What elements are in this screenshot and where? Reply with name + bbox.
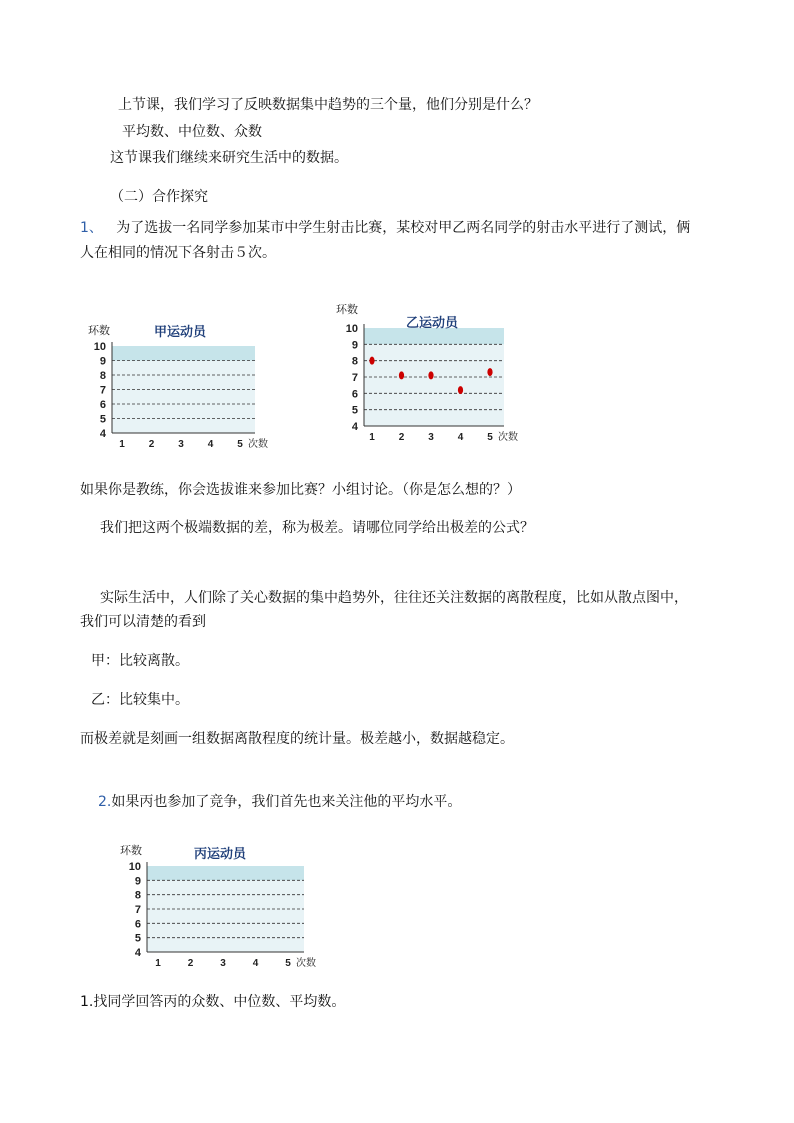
y-tick-label: 9 xyxy=(351,339,358,352)
y-tick-label: 7 xyxy=(351,372,358,384)
y-tick-label: 10 xyxy=(345,323,358,335)
y-tick-label: 4 xyxy=(351,421,358,433)
conclusion: 而极差就是刻画一组数据离散程度的统计量。极差越小，数据越稳定。 xyxy=(80,731,514,747)
question-1-text-a: 为了选拔一名同学参加某市中学生射击比赛，某校对甲乙两名同学的射击水平进行了测试，俩 xyxy=(116,220,691,236)
y-tick-label: 5 xyxy=(351,404,358,417)
data-point xyxy=(369,357,374,365)
y-axis-label: 环数 xyxy=(120,845,142,857)
y-tick-label: 5 xyxy=(99,413,106,426)
y-tick-label: 6 xyxy=(134,918,141,931)
question-2-text: 如果丙也参加了竞争，我们首先也来关注他的平均水平。 xyxy=(111,794,462,810)
coach-question: 如果你是教练，你会选拔谁来参加比赛？小组讨论。（你是怎么想的？） xyxy=(80,482,521,498)
chart-bing-svg xyxy=(112,838,332,970)
plot-band-top xyxy=(112,346,255,361)
y-tick-label: 9 xyxy=(134,875,141,888)
x-tick-label: 5 xyxy=(487,432,493,443)
x-tick-label: 5 xyxy=(285,958,291,969)
question-1-number: 1、 xyxy=(80,220,103,236)
yi-statement: 乙：比较集中。 xyxy=(91,692,189,708)
data-point xyxy=(399,371,404,379)
data-point xyxy=(487,368,492,376)
y-tick-label: 6 xyxy=(351,388,358,401)
x-axis-label: 次数 xyxy=(248,439,268,450)
x-tick-label: 3 xyxy=(428,432,434,443)
x-tick-label: 2 xyxy=(398,432,405,443)
x-tick-label: 2 xyxy=(148,439,155,450)
intro-question: 上节课，我们学习了反映数据集中趋势的三个量，他们分别是什么？ xyxy=(118,97,538,113)
chart-title: 乙运动员 xyxy=(405,315,459,330)
y-tick-label: 7 xyxy=(134,904,141,916)
chart-title: 甲运动员 xyxy=(153,324,207,339)
x-tick-label: 4 xyxy=(252,958,259,969)
x-tick-label: 2 xyxy=(187,958,194,969)
x-tick-label: 3 xyxy=(220,958,226,969)
question-1 xyxy=(80,218,690,238)
x-tick-label: 1 xyxy=(119,439,125,450)
x-tick-label: 3 xyxy=(178,439,184,450)
y-tick-label: 4 xyxy=(134,947,141,959)
question-1-text-b: 人在相同的情况下各射击５次。 xyxy=(80,245,276,261)
real-life-a: 实际生活中，人们除了关心数据的集中趋势外，往往还关注数据的离散程度，比如从散点图中， xyxy=(100,590,688,606)
question-2-number: 2. xyxy=(98,794,112,810)
section-heading: （二）合作探究 xyxy=(110,189,208,205)
real-life-b: 我们可以清楚的看到 xyxy=(80,614,206,630)
x-tick-label: 5 xyxy=(237,439,243,450)
y-tick-label: 4 xyxy=(99,428,106,440)
chart-title: 丙运动员 xyxy=(193,846,247,861)
plot-area xyxy=(112,361,255,434)
chart-jia-svg xyxy=(80,318,280,453)
data-point xyxy=(428,371,433,379)
chart-yi xyxy=(332,300,532,450)
question-3: 1.找同学回答丙的众数、中位数、平均数。 xyxy=(80,994,346,1010)
data-point xyxy=(458,386,463,394)
y-tick-label: 10 xyxy=(93,341,106,353)
plot-area xyxy=(147,880,304,952)
y-tick-label: 7 xyxy=(99,384,106,397)
chart-yi-svg xyxy=(332,300,532,450)
chart-bing xyxy=(112,838,332,970)
chart-jia xyxy=(80,318,280,453)
question-2 xyxy=(98,792,461,812)
range-question: 我们把这两个极端数据的差，称为极差。请哪位同学给出极差的公式？ xyxy=(100,520,534,536)
y-tick-label: 8 xyxy=(99,370,106,382)
x-axis-label: 次数 xyxy=(296,958,316,969)
y-tick-label: 9 xyxy=(99,355,106,368)
x-tick-label: 1 xyxy=(155,958,161,969)
y-tick-label: 8 xyxy=(351,355,358,368)
x-tick-label: 1 xyxy=(369,432,375,443)
y-axis-label: 环数 xyxy=(88,325,110,337)
y-axis-label: 环数 xyxy=(336,304,358,316)
jia-statement: 甲：比较离散。 xyxy=(91,653,189,669)
plot-band-top xyxy=(147,866,304,880)
intro-answer: 平均数、中位数、众数 xyxy=(122,124,262,140)
x-tick-label: 4 xyxy=(207,439,214,450)
plot-area xyxy=(364,344,504,426)
x-tick-label: 4 xyxy=(457,432,464,443)
y-tick-label: 5 xyxy=(134,932,141,945)
plot-band-top xyxy=(364,328,504,344)
y-tick-label: 10 xyxy=(128,861,141,873)
x-axis-label: 次数 xyxy=(498,432,518,443)
intro-transition: 这节课我们继续来研究生活中的数据。 xyxy=(110,150,348,166)
y-tick-label: 6 xyxy=(99,399,106,411)
y-tick-label: 8 xyxy=(134,889,141,902)
